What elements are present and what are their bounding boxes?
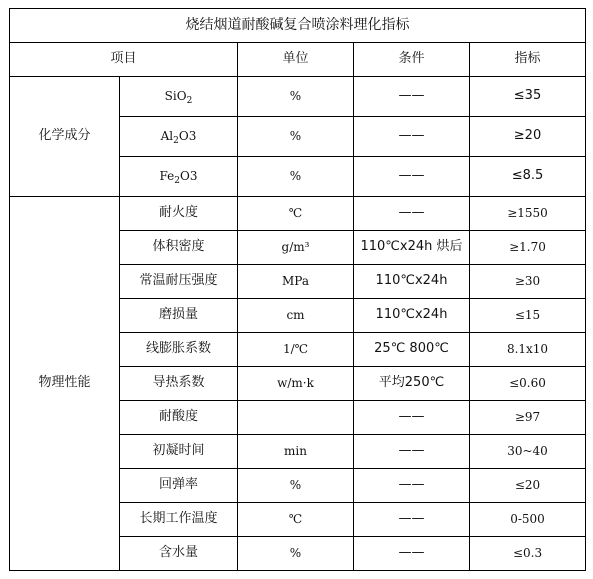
row-condition: 110℃x24h: [354, 265, 470, 299]
row-unit: g/m³: [238, 231, 354, 265]
row-condition: ——: [354, 401, 470, 435]
row-index: ≥97: [470, 401, 586, 435]
row-item: $Fe_2O3$: [120, 157, 238, 197]
row-index: ≤0.60: [470, 367, 586, 401]
row-item: SiO$_2$: [120, 77, 238, 117]
group-physical: 物理性能: [10, 197, 120, 571]
row-condition: ——: [354, 537, 470, 571]
row-condition: ——: [354, 117, 470, 157]
row-condition: ——: [354, 435, 470, 469]
row-condition: 平均250℃: [354, 367, 470, 401]
row-item: 线膨胀系数: [120, 333, 238, 367]
row-item: 耐火度: [120, 197, 238, 231]
row-unit: 1/℃: [238, 333, 354, 367]
row-item: 体积密度: [120, 231, 238, 265]
row-unit: ℃: [238, 503, 354, 537]
row-index: ≥30: [470, 265, 586, 299]
group-chemical: 化学成分: [10, 77, 120, 197]
row-unit: ℃: [238, 197, 354, 231]
row-index: ≥20: [470, 117, 586, 157]
row-item: 回弹率: [120, 469, 238, 503]
row-condition: ——: [354, 469, 470, 503]
row-unit: min: [238, 435, 354, 469]
row-item: 磨损量: [120, 299, 238, 333]
row-index: ≤20: [470, 469, 586, 503]
row-condition: ——: [354, 77, 470, 117]
row-item: 含水量: [120, 537, 238, 571]
row-index: ≥1.70: [470, 231, 586, 265]
row-item: 导热系数: [120, 367, 238, 401]
header-item: 项目: [10, 43, 238, 77]
table-title: 烧结烟道耐酸碱复合喷涂料理化指标: [10, 9, 586, 43]
row-index: ≤35: [470, 77, 586, 117]
row-unit: %: [238, 117, 354, 157]
row-item: 耐酸度: [120, 401, 238, 435]
row-index: ≤0.3: [470, 537, 586, 571]
row-unit: %: [238, 157, 354, 197]
table-row: [10, 77, 586, 117]
row-item: $Al_2O3$: [120, 117, 238, 157]
row-item: 长期工作温度: [120, 503, 238, 537]
header-condition: 条件: [354, 43, 470, 77]
row-item: 常温耐压强度: [120, 265, 238, 299]
row-unit: w/m·k: [238, 367, 354, 401]
header-row: [10, 43, 586, 77]
row-index: ≥1550: [470, 197, 586, 231]
row-index: 8.1x10: [470, 333, 586, 367]
row-unit: cm: [238, 299, 354, 333]
row-unit: [238, 401, 354, 435]
row-unit: %: [238, 469, 354, 503]
table-row: [10, 197, 586, 231]
row-condition: 25℃ 800℃: [354, 333, 470, 367]
spec-table: [9, 8, 586, 571]
row-unit: %: [238, 537, 354, 571]
row-index: ≤8.5: [470, 157, 586, 197]
row-condition: ——: [354, 157, 470, 197]
row-condition: ——: [354, 503, 470, 537]
header-unit: 单位: [238, 43, 354, 77]
row-condition: ——: [354, 197, 470, 231]
header-index: 指标: [470, 43, 586, 77]
row-index: ≤15: [470, 299, 586, 333]
row-unit: %: [238, 77, 354, 117]
row-unit: MPa: [238, 265, 354, 299]
row-index: 0-500: [470, 503, 586, 537]
row-index: 30~40: [470, 435, 586, 469]
title-row: [10, 9, 586, 43]
row-condition: 110℃x24h: [354, 299, 470, 333]
row-item: 初凝时间: [120, 435, 238, 469]
row-condition: 110℃x24h 烘后: [354, 231, 470, 265]
